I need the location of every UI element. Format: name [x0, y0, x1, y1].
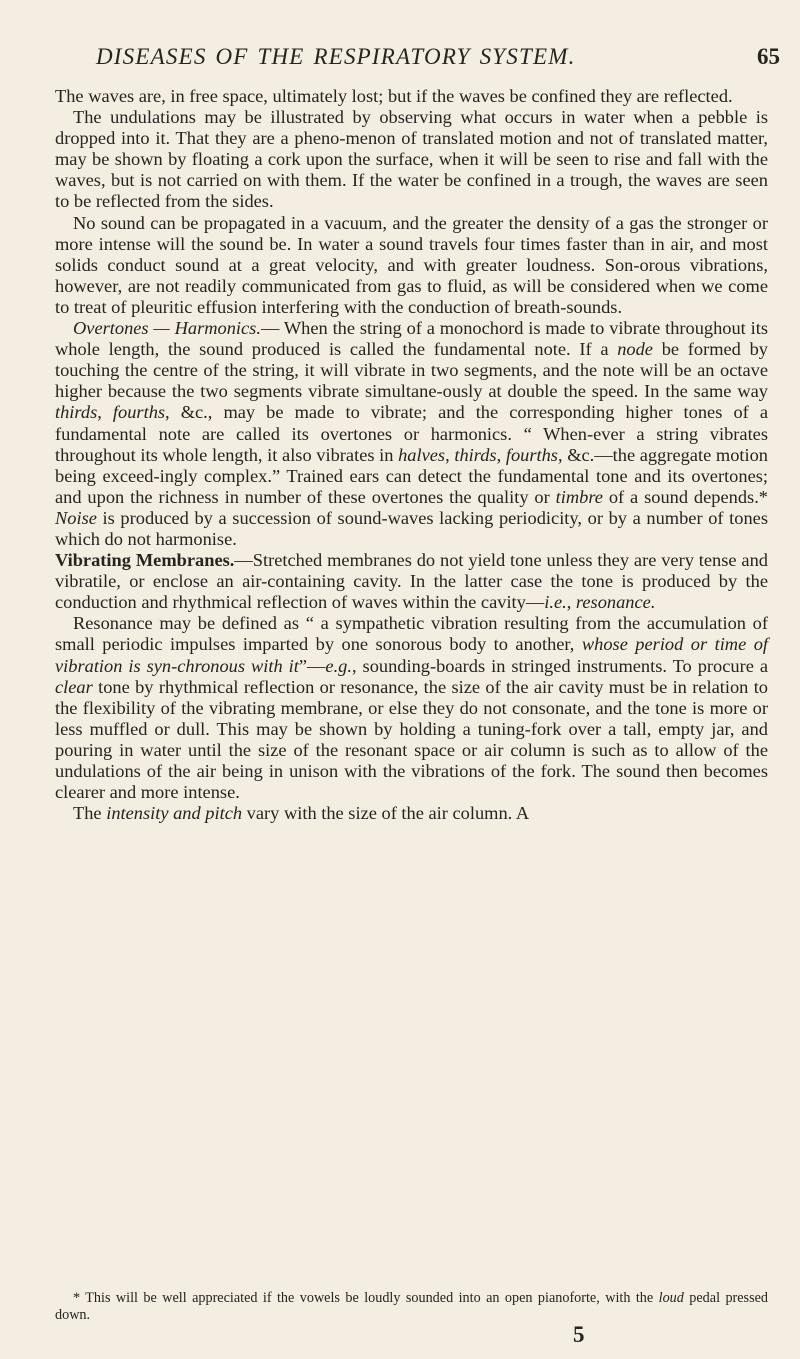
fourths-term-2: fourths [505, 444, 558, 465]
footnote [55, 1290, 768, 1324]
node-term: node [617, 339, 653, 360]
overtones-text-1: — When the string of a monochord is made to vibrate throughout its whole length, the sound produced is called the fundamental note. If a [55, 318, 768, 360]
membranes-comma: , [566, 592, 576, 613]
paragraph-2 [55, 107, 768, 212]
footnote-text [55, 1290, 768, 1324]
noise-term: Noise [55, 507, 97, 528]
running-head [96, 44, 780, 80]
overtones-comma-2: , [445, 444, 455, 465]
halves-term: halves [398, 444, 446, 465]
paragraph-intensity [55, 803, 768, 824]
loud-term: loud [658, 1290, 684, 1306]
footnote-text-1: * This will be well appreciated if the vowels be loudly sounded into an open pianoforte, with the [73, 1290, 659, 1306]
paragraph-3 [55, 213, 768, 318]
paragraph-resonance [55, 613, 768, 803]
running-title: DISEASES OF THE RESPIRATORY SYSTEM. [96, 44, 576, 69]
paragraph-3-text: No sound can be propagated in a vacuum, and the greater the density of a gas the stronger or more intense will the sound be. In water a sound travels four times faster than in air, and most solids conduct sound at a great velocity, and with greater loudness. Son-orous vibrations, however, are not readily communicated from gas to fluid, as will be considered when we come to treat of pleuritic effusion interfering with the conduction of breath-sounds. [55, 212, 768, 317]
eg-term: e.g. [325, 655, 352, 676]
body-text [55, 86, 768, 824]
page-number: 65 [757, 44, 780, 69]
paragraph-2-text: The undulations may be illustrated by observing what occurs in water when a pebble is dropped into it. That they are a pheno-menon of translated motion and not of translated matter, may be shown by floating a cork upon the surface, when it will be seen to rise and fall with the waves, but is not carried on with them. If the water be confined in a trough, the waves are seen to be reflected from the sides. [55, 107, 768, 212]
ie-term: i.e. [544, 592, 567, 613]
paragraph-overtones [55, 318, 768, 550]
overtones-text-4: , &c.—the aggregate motion being exceed-ingly complex.” Trained ears can detect the fundamental tone and its overtones; and upon the richness in number of these overtones the quality or [55, 444, 768, 507]
fourths-term: fourths [112, 402, 166, 423]
resonance-term: resonance. [575, 592, 656, 613]
paragraph-vibrating-membranes [55, 550, 768, 613]
timbre-term: timbre [555, 486, 603, 507]
paragraph-1-text: The waves are, in free space, ultimately lost; but if the waves be confined they are reflected. [55, 86, 733, 106]
vibrating-membranes-heading: Vibrating Membranes. [55, 550, 235, 571]
resonance-text-1: Resonance may be defined as “ a sympathetic vibration resulting from the accumulation of small periodic impulses imparted by one sonorous body to another, [55, 613, 768, 655]
overtones-text-5: of a sound depends.* [602, 486, 768, 507]
membranes-text-1: —Stretched membranes do not yield tone unless they are very tense and vibratile, or enclose an air-containing cavity. In the latter case the tone is produced by the conduction and rhythmical reflection of waves within the cavity— [55, 550, 768, 613]
footnote-text-2: pedal pressed down. [55, 1290, 768, 1323]
intensity-text-2: vary with the size of the air column. A [242, 803, 530, 824]
overtones-text-2: be formed by touching the centre of the string, it will vibrate in two segments, and the note will be an octave higher because the two segments vibrate simultane-ously at double the speed. In the same way [55, 339, 768, 402]
overtones-comma-1: , [97, 402, 113, 423]
paragraph-1 [55, 86, 768, 107]
intensity-text-1: The [73, 803, 107, 824]
resonance-text-2: ”— [298, 655, 326, 676]
overtones-comma-3: , [496, 444, 506, 465]
thirds-term-2: thirds [454, 444, 497, 465]
overtones-text-3: , &c., may be made to vibrate; and the corresponding higher tones of a fundamental note are called its overtones or harmonics. “ When-ever a string vibrates throughout its whole length, it also vibrates in [55, 402, 768, 465]
whose-period-phrase: whose period or time of vibration is syn-chronous with it [55, 634, 769, 676]
signature-mark: 5 [573, 1322, 585, 1347]
overtones-heading: Overtones — Harmonics. [73, 318, 261, 339]
thirds-term: thirds [55, 402, 98, 423]
overtones-text-6: is produced by a succession of sound-waves lacking periodicity, or by a number of tones which do not harmonise. [55, 507, 768, 549]
clear-term: clear [55, 676, 93, 697]
resonance-text-3: , sounding-boards in stringed instruments. To procure a [351, 655, 768, 676]
resonance-text-4: tone by rhythmical reflection or resonance, the size of the air cavity must be in relation to the flexibility of the vibrating membrane, or else they do not consonate, and the tone is more or less muffled or dull. This may be shown by holding a tuning-fork over a tall, empty jar, and pouring in water until the size of the resonant space or air column is such as to allow of the undulations of the air being in unison with the vibrations of the fork. The sound then becomes clearer and more intense. [55, 676, 768, 803]
intensity-pitch-term: intensity and pitch [106, 803, 243, 824]
